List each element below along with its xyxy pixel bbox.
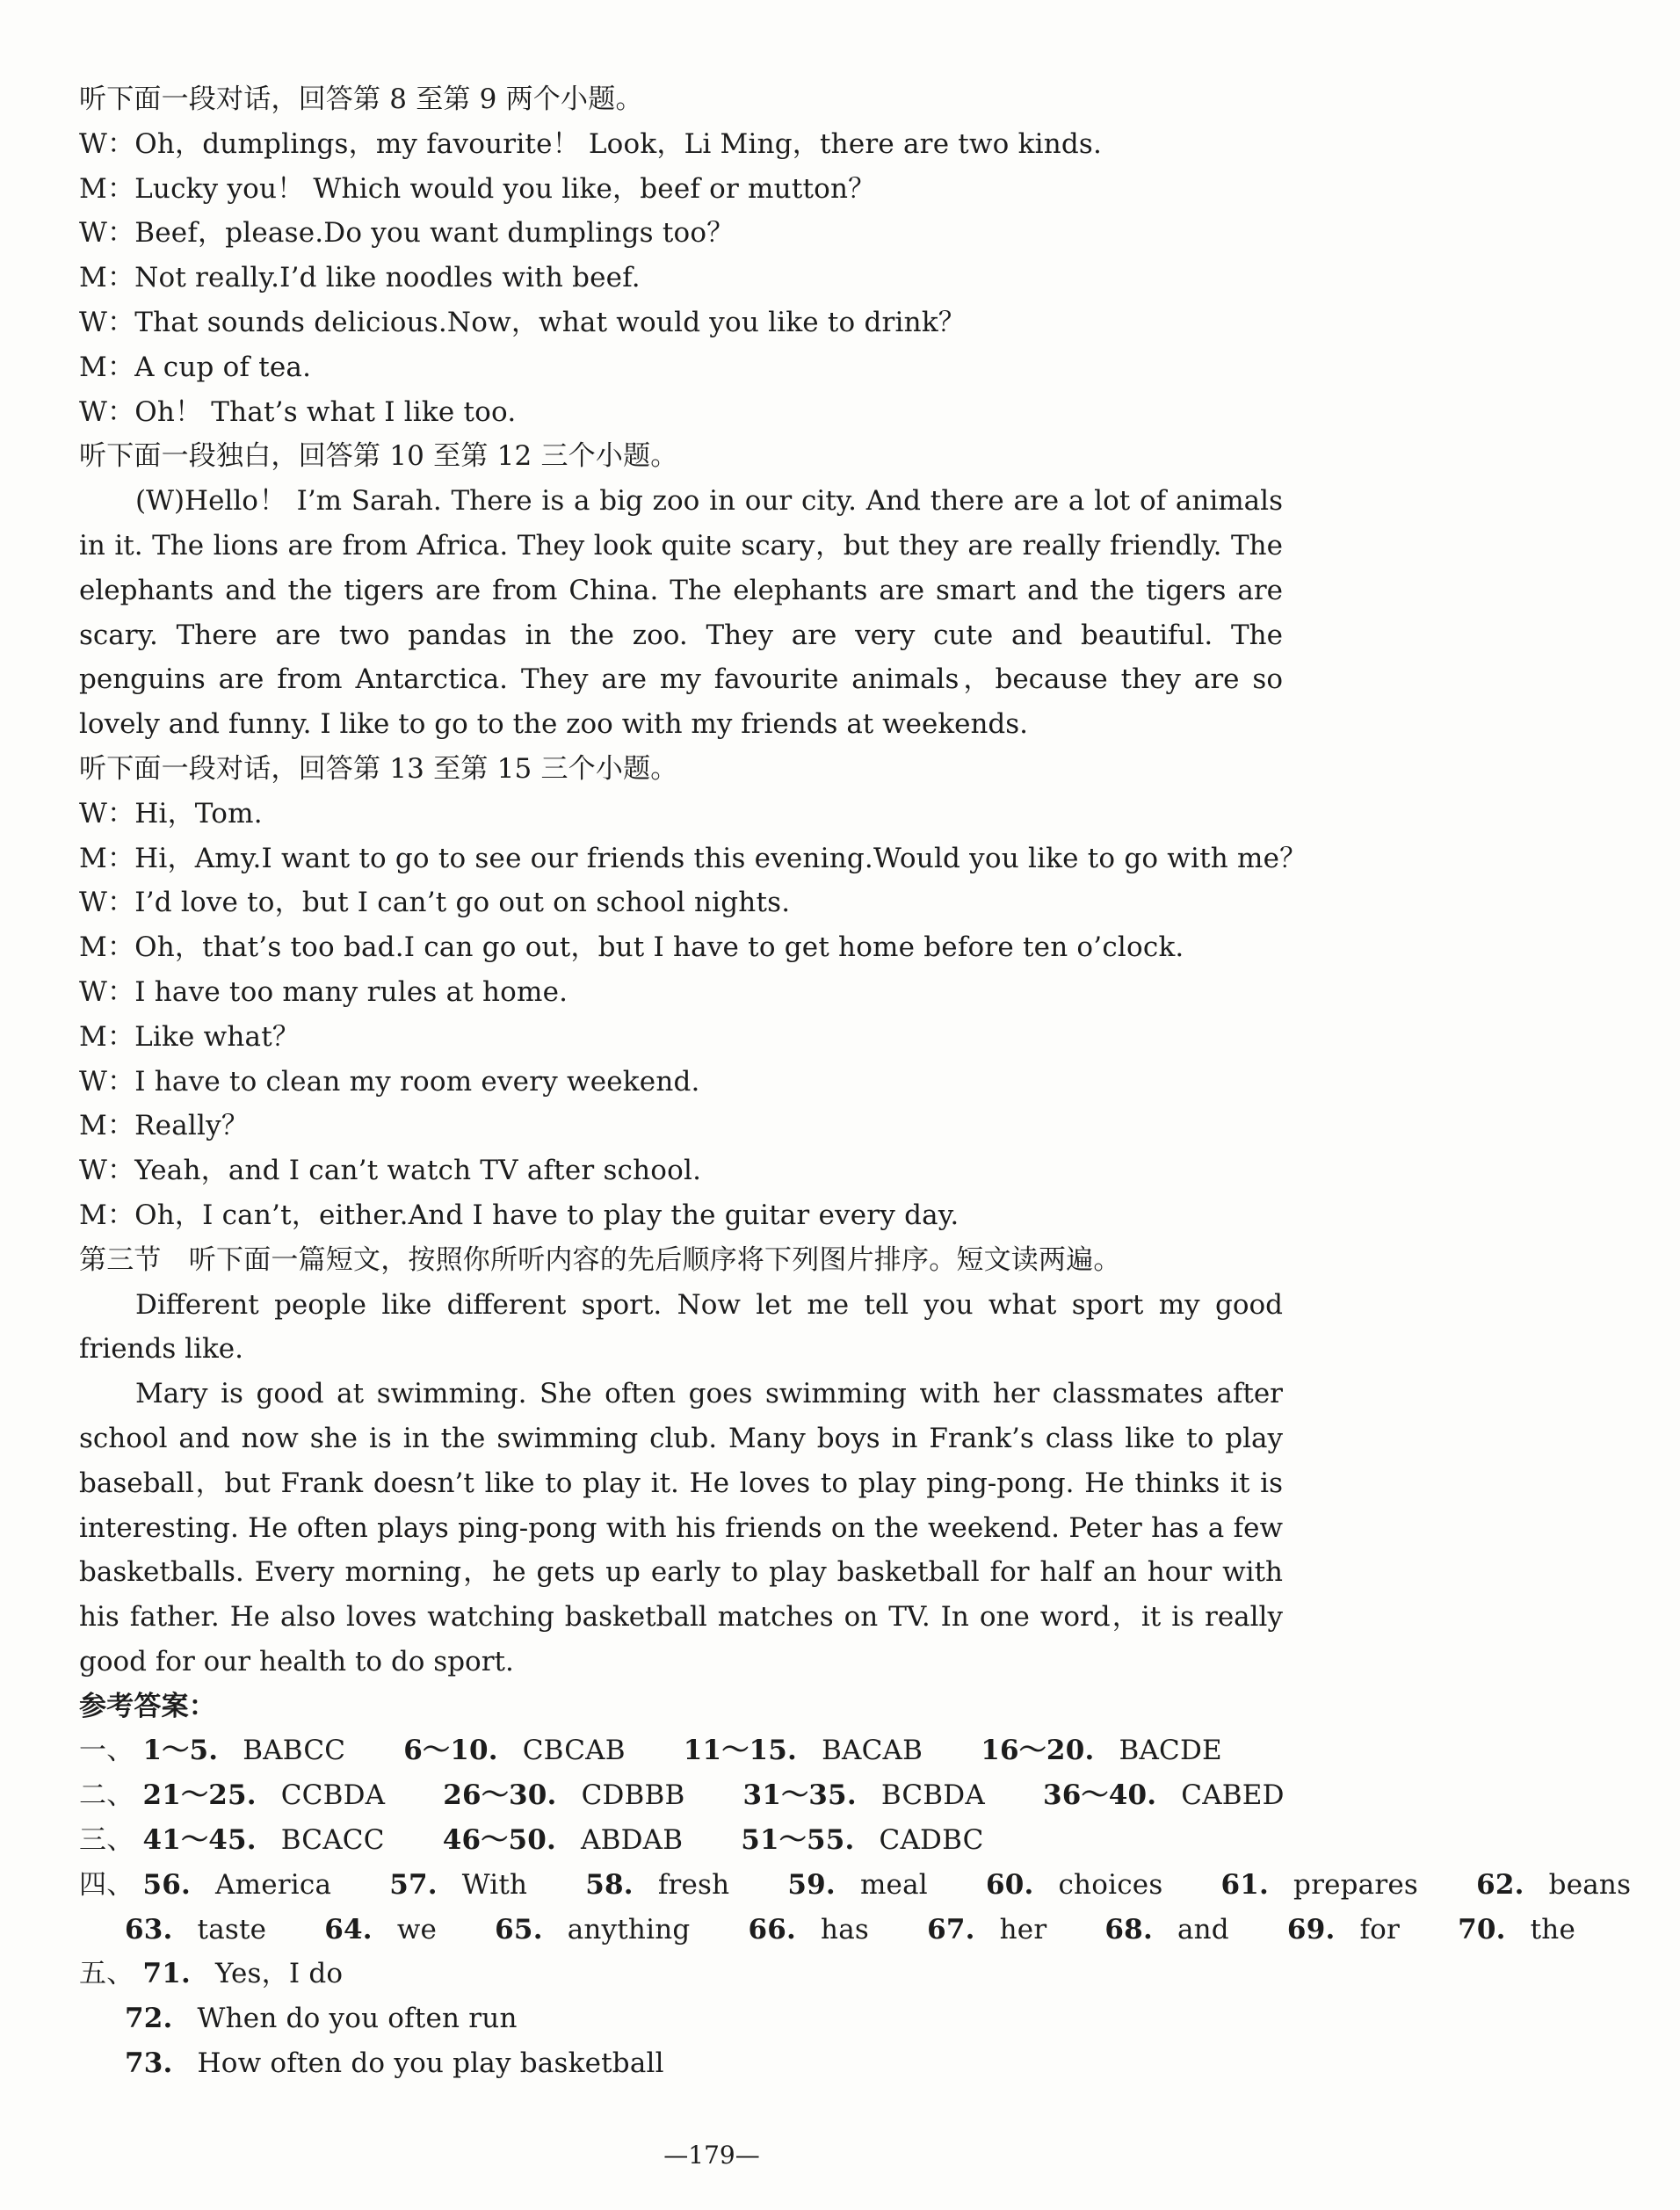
answer-item: 41～45. BCACC (142, 1824, 385, 1857)
answer-item: 46～50. ABDAB (442, 1824, 684, 1857)
monologue-paragraph: (W)Hello！ I’m Sarah. There is a big zoo in our city. And there are a lot of animals in it. The lions are from Africa. They look quite scary，but they are really friendly. The elephants and the tigers are from China. The elephants are smart and the tigers are scary. There are two pandas in the zoo. They are very cute and beautiful. The penguins are from Antarctica. They are my favourite animals，because they are so lovely and funny. I like to go to the zoo with my friends at weekends. (79, 485, 1283, 741)
dialogue-line: W：I have too many rules at home. (79, 975, 568, 1008)
dialogue-line: M：Lucky you！ Which would you like，beef or mutton？ (79, 172, 876, 205)
dialogue-line: W：Oh！ That’s what I like too. (79, 395, 517, 428)
answers-heading: 参考答案： (79, 1690, 216, 1722)
answer-item: 63. taste (125, 1913, 267, 1946)
answer-row-part5-cont (79, 2041, 1283, 2086)
dialogue-line: W：Hi，Tom. (79, 797, 263, 830)
dialogue-line: M：Hi，Amy.I want to go to see our friends this evening.Would you like to go with me？ (79, 842, 1307, 874)
page-content (79, 77, 1632, 2086)
answer-item: 1～5. BABCC (142, 1735, 346, 1767)
section-heading-8-9: 听下面一段对话，回答第 8 至第 9 两个小题。 (79, 83, 643, 115)
answer-item: 21～25. CCBDA (142, 1779, 386, 1812)
answer-item: 61. prepares (1220, 1868, 1419, 1901)
answer-item: 66. has (748, 1913, 869, 1946)
answer-part-prefix: 二、 (79, 1779, 134, 1812)
answer-item: 68. and (1104, 1913, 1229, 1946)
answer-item: 65. anything (495, 1913, 691, 1946)
page-number: —179— (663, 2141, 760, 2170)
answer-item: 71. Yes，I do (142, 1958, 344, 1990)
answer-item: 31～35. BCBDA (742, 1779, 985, 1812)
answer-row-part4-cont (79, 1908, 1576, 1953)
section-three-heading: 第三节 听下面一篇短文，按照你所听内容的先后顺序将下列图片排序。短文读两遍。 (79, 1243, 1121, 1276)
answer-item: 58. fresh (585, 1868, 730, 1901)
answer-item: 72. When do you often run (125, 2003, 518, 2035)
answer-item: 57. With (389, 1868, 528, 1901)
answer-item: 26～30. CDBBB (443, 1779, 685, 1812)
answer-row-part5 (79, 1952, 1283, 1996)
answer-part-prefix: 四、 (79, 1868, 134, 1901)
passage-paragraph: Different people like different sport. Now let me tell you what sport my good friends like. (79, 1288, 1283, 1366)
dialogue-line: W：That sounds delicious.Now，what would you like to drink？ (79, 306, 967, 338)
dialogue-line: W：Oh，dumplings，my favourite！ Look，Li Ming，there are two kinds. (79, 127, 1103, 160)
answer-item: 69. for (1286, 1913, 1401, 1946)
section-heading-13-15: 听下面一段对话，回答第 13 至第 15 三个小题。 (79, 752, 678, 785)
dialogue-line: W：I’d love to，but I can’t go out on school nights. (79, 887, 791, 919)
answer-item: 36～40. CABED (1043, 1779, 1285, 1812)
answer-item: 70. the (1458, 1913, 1576, 1946)
answer-item: 64. we (324, 1913, 438, 1946)
answer-item: 67. her (927, 1913, 1047, 1946)
answer-part-prefix: 五、 (79, 1958, 134, 1990)
dialogue-line: M：Really？ (79, 1110, 250, 1142)
dialogue-line: M：Like what？ (79, 1020, 301, 1053)
answer-item: 6～10. CBCAB (403, 1735, 626, 1767)
answer-item: 62. beans (1476, 1868, 1632, 1901)
answer-item: 16～20. BACDE (981, 1735, 1222, 1767)
dialogue-line: M：Not really.I’d like noodles with beef. (79, 262, 641, 294)
dialogue-line: W：I have to clean my room every weekend. (79, 1065, 700, 1098)
dialogue-line: M：Oh，that’s too bad.I can go out，but I have to get home before ten o’clock. (79, 931, 1184, 964)
dialogue-line: W：Yeah，and I can’t watch TV after school. (79, 1155, 702, 1187)
answer-row-part5-cont (79, 1996, 1283, 2041)
answer-part-prefix: 一、 (79, 1735, 134, 1767)
dialogue-line: M：Oh，I can’t，either.And I have to play the guitar every day. (79, 1199, 959, 1231)
dialogue-line: M：A cup of tea. (79, 351, 312, 383)
answer-row-part4 (79, 1863, 1632, 1908)
answer-part-prefix: 三、 (79, 1824, 134, 1857)
passage-paragraph: Mary is good at swimming. She often goes swimming with her classmates after school and now she is in the swimming club. Many boys in Frank’s class like to play baseball，but Frank doesn’t like to play it. He loves to play ping-pong. He thinks it is interesting. He often plays ping-pong with his friends on the weekend. Peter has a few basketballs. Every morning，he gets up early to play basketball for half an hour with his father. He also loves watching basketball matches on TV. In one word，it is really good for our health to do sport. (79, 1378, 1283, 1677)
answer-row-part3 (79, 1818, 1283, 1863)
answer-key (79, 1728, 1632, 2085)
answer-item: 60. choices (985, 1868, 1163, 1901)
answer-item: 56. America (142, 1868, 332, 1901)
answer-item: 59. meal (787, 1868, 928, 1901)
answer-item: 51～55. CADBC (741, 1824, 984, 1857)
section-heading-10-12: 听下面一段独白，回答第 10 至第 12 三个小题。 (79, 440, 678, 473)
dialogue-line: W：Beef，please.Do you want dumplings too？ (79, 217, 735, 250)
answer-row-part2 (79, 1773, 1283, 1818)
answer-row-part1 (79, 1728, 1283, 1773)
answer-item: 73. How often do you play basketball (125, 2047, 664, 2080)
answer-item: 11～15. BACAB (683, 1735, 923, 1767)
